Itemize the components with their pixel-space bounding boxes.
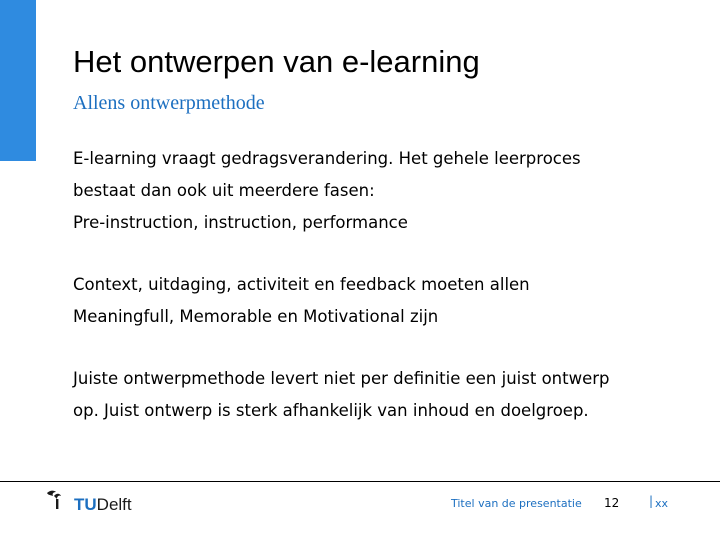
accent-bar: [0, 0, 36, 161]
slide-subtitle: Allens ontwerpmethode: [73, 92, 265, 114]
body-line: E-learning vraagt gedragsverandering. Het gehele leerproces: [73, 149, 581, 168]
paragraph-2: [73, 272, 703, 336]
slide-title: Het ontwerpen van e-learning: [73, 44, 480, 79]
footer-page-number: 12: [604, 496, 620, 510]
slide-body: [73, 146, 703, 430]
paragraph-1: [73, 146, 703, 242]
logo-wordmark: [74, 495, 132, 515]
tu-delft-flame-icon: [44, 489, 74, 517]
body-line: Context, uitdaging, activiteit en feedback moeten allen: [73, 275, 530, 294]
footer-total-pages: xx: [655, 497, 669, 510]
footer-divider: [0, 481, 720, 482]
body-line: Meaningfull, Memorable en Motivational zijn: [73, 307, 439, 326]
paragraph-3: [73, 366, 703, 430]
body-line: Pre-instruction, instruction, performance: [73, 213, 408, 232]
logo-delft: Delft: [96, 495, 132, 514]
body-line: bestaat dan ook uit meerdere fasen:: [73, 181, 375, 200]
tu-delft-logo: [44, 489, 132, 519]
footer-separator: |: [649, 494, 654, 508]
body-line: Juiste ontwerpmethode levert niet per definitie een juist ontwerp: [73, 369, 610, 388]
body-line: op. Juist ontwerp is sterk afhankelijk van inhoud en doelgroep.: [73, 401, 589, 420]
logo-tu: TU: [74, 495, 97, 514]
footer-presentation-title: Titel van de presentatie: [451, 497, 582, 510]
